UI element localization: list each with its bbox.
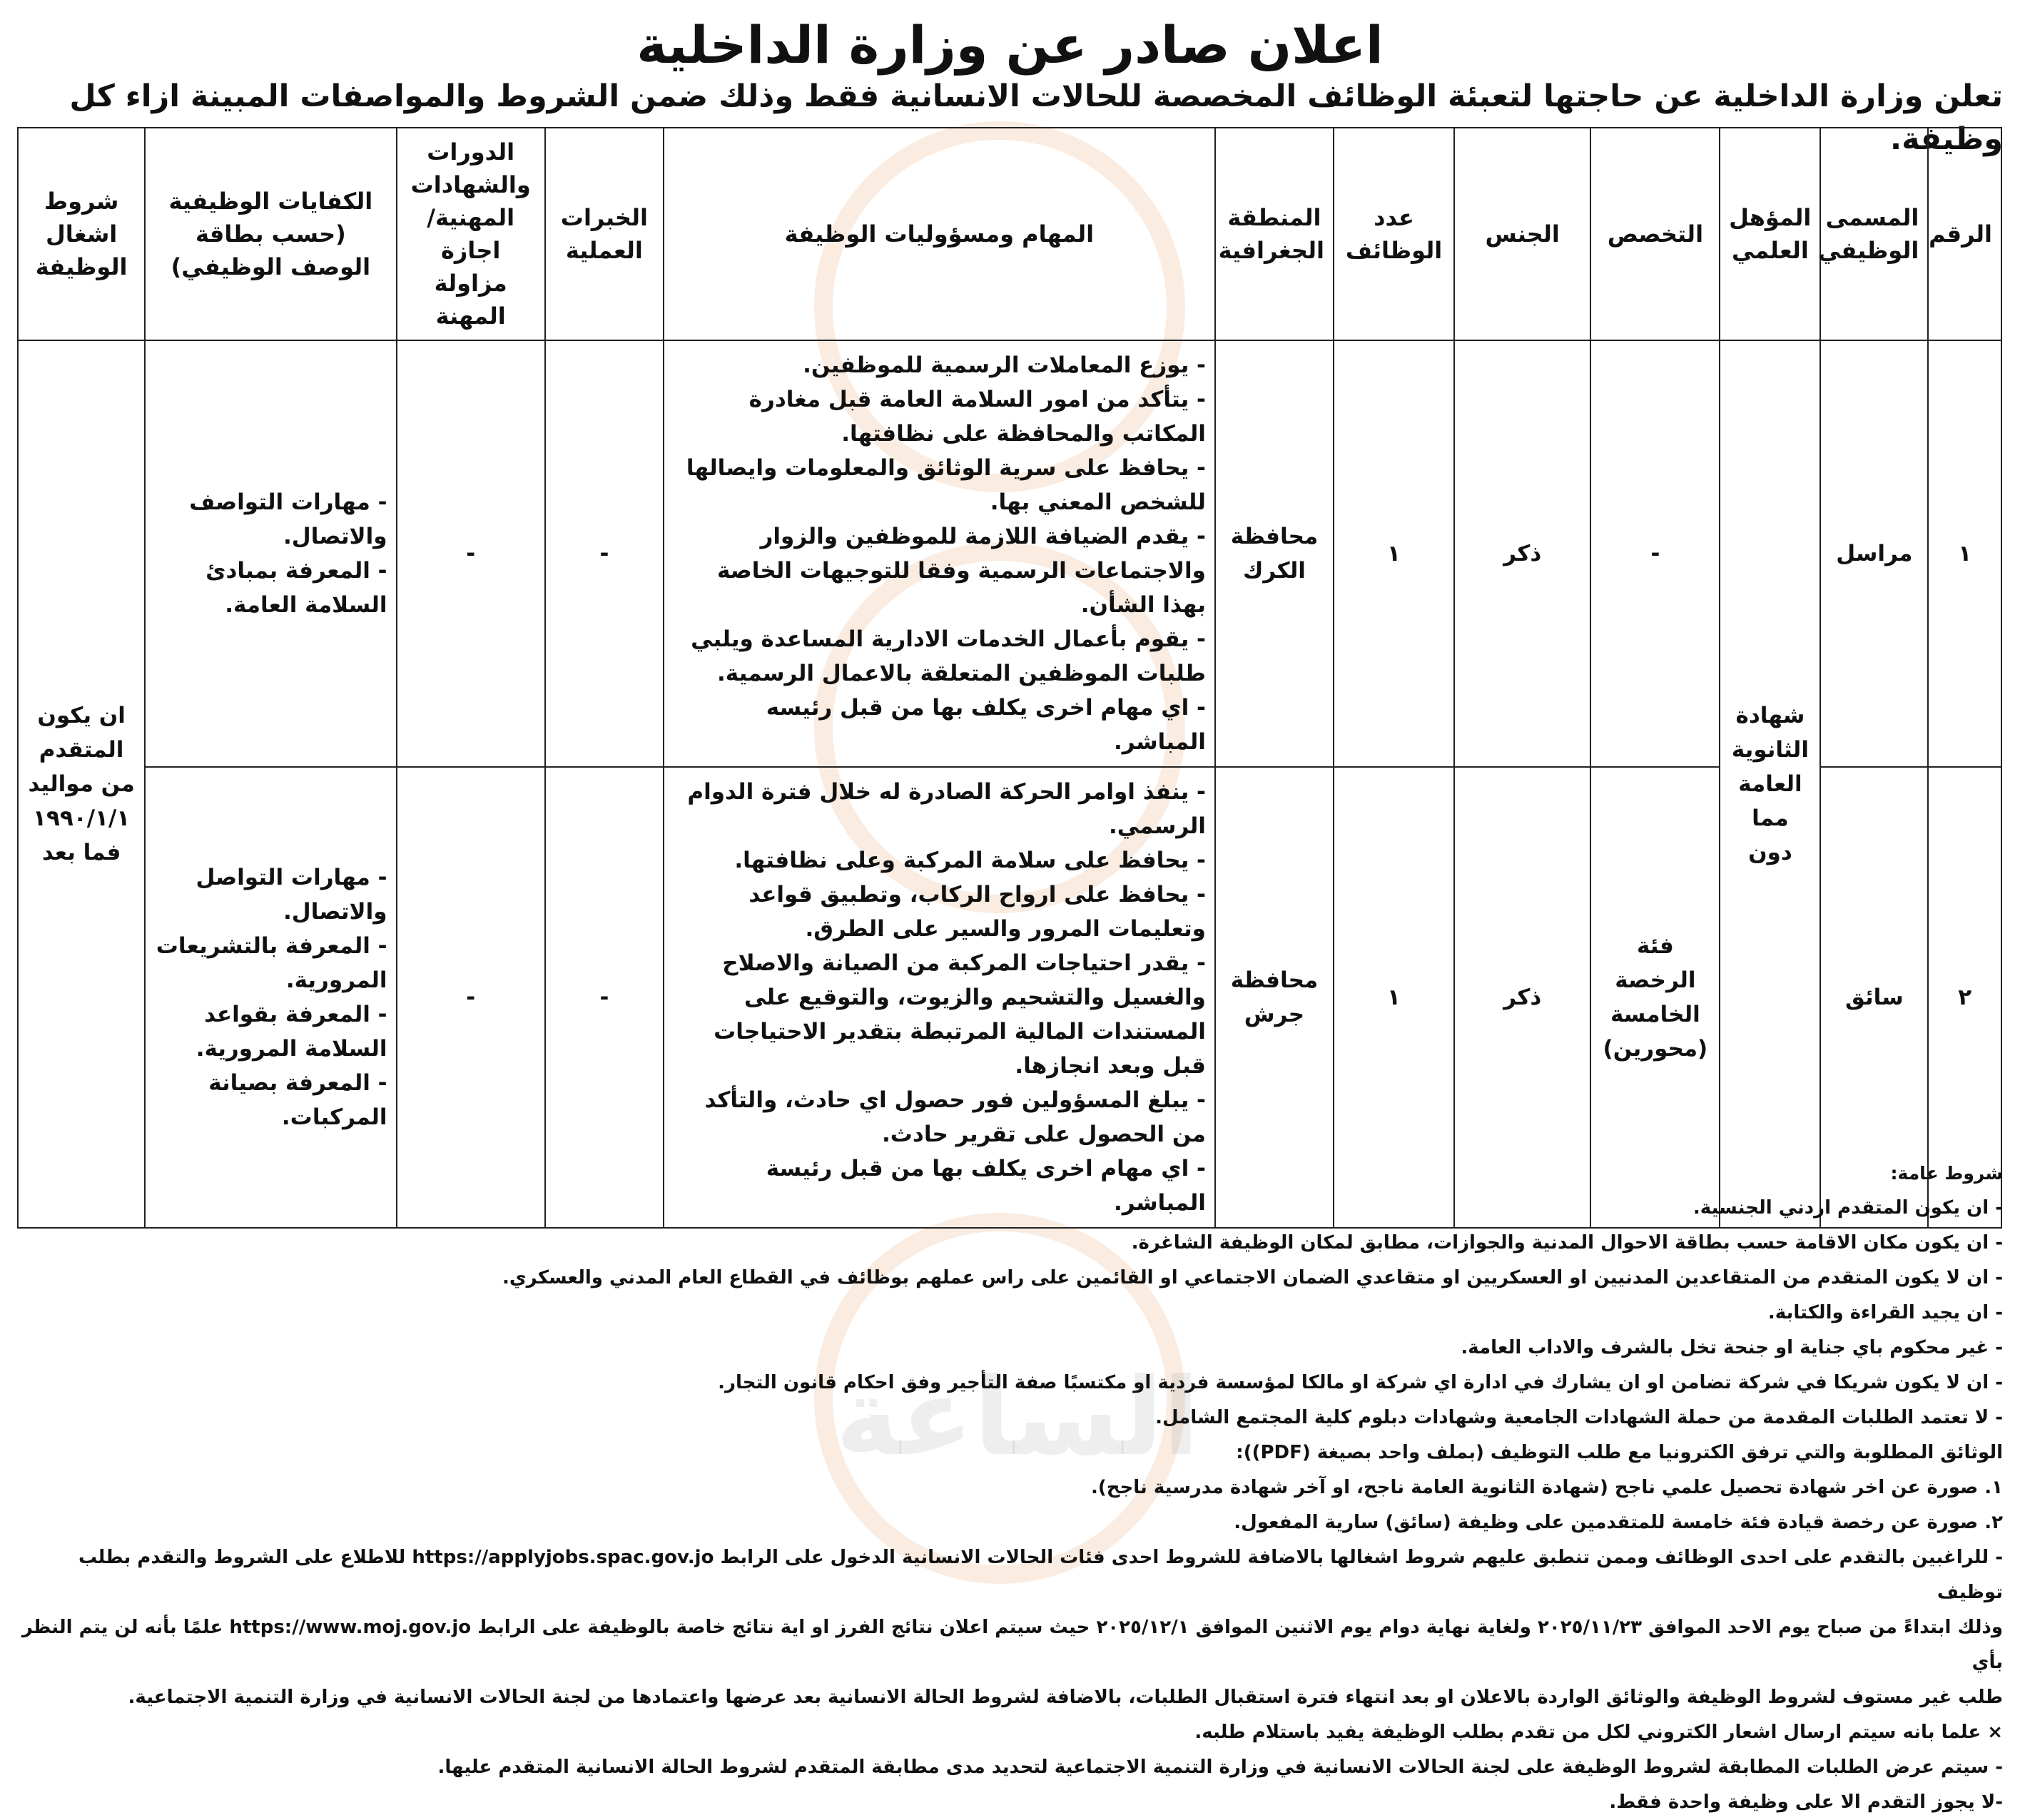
header-region: المنطقة الجغرافية	[1215, 128, 1334, 340]
competency-item: - المعرفة بالتشريعات المرورية.	[156, 933, 387, 993]
header-experience: الخبرات العملية	[545, 128, 664, 340]
condition-line: - ان يكون مكان الاقامة حسب بطاقة الاحوال المدنية والجوازات، مطابق لمكان الوظيفة الشاغرة.	[1131, 1232, 2003, 1254]
note-line: طلب غير مستوف لشروط الوظيفة والوثائق الواردة بالاعلان او بعد انتهاء فترة استقبال الطلبات، بالاضافة لشروط الحالة الانسانية بعد عرضها واعتمادها من لجنة الحالات الانسانية في وزارة التنمية الاجتماعية.	[128, 1687, 2003, 1708]
cell-gender: ذكر	[1454, 767, 1590, 1228]
header-num: الرقم	[1928, 128, 2001, 340]
note-line: - سيتم عرض الطلبات المطابقة لشروط الوظيفة على لجنة الحالات الانسانية في وزارة التنمية الاجتماعية لتحديد مدى مطابقة المتقدم لشروط الحالة الانسانية المتقدم عليها.	[437, 1757, 2003, 1778]
cell-region: محافظة جرش	[1215, 767, 1334, 1228]
header-gender: الجنس	[1454, 128, 1590, 340]
task-item: - يحافظ على سلامة المركبة وعلى نظافتها.	[734, 848, 1206, 873]
cell-courses: -	[397, 340, 545, 767]
documents-heading: الوثائق المطلوبة والتي ترفق الكترونيا مع طلب التوظيف (بملف واحد بصيغة (PDF)):	[1236, 1442, 2003, 1463]
competency-item: - المعرفة بقواعد السلامة المرورية.	[196, 1002, 387, 1062]
note-line: وذلك ابتداءً من صباح يوم الاحد الموافق ٢٠٢٥/١١/٢٣ ولغاية نهاية دوام يوم الاثنين الموافق ٢٠٢٥/١٢/١ حيث سيتم اعلان نتائج الفرز او اية نتائج خاصة بالوظيفة على الرابط https://www.moj.gov.jo علمًا بأنه لن يتم النظر بأي	[21, 1617, 2003, 1673]
note-line: × علما بانه سيتم ارسال اشعار الكتروني لكل من تقدم بطلب الوظيفة يفيد باستلام طلبه.	[1194, 1722, 2003, 1743]
header-competencies: الكفايات الوظيفية (حسب بطاقة الوصف الوظيفي)	[145, 128, 396, 340]
header-courses: الدورات والشهادات المهنية/ اجازة مزاولة المهنة	[397, 128, 545, 340]
note-line: -لا يجوز التقدم الا على وظيفة واحدة فقط.	[1609, 1791, 2003, 1813]
task-item: - يتأكد من امور السلامة العامة قبل مغادرة المكاتب والمحافظة على نظافتها.	[748, 387, 1206, 447]
document-line: ٢. صورة عن رخصة قيادة فئة خامسة للمتقدمين على وظيفة (سائق) سارية المفعول.	[1234, 1512, 2003, 1533]
cell-experience: -	[545, 767, 664, 1228]
table-row	[18, 340, 2001, 767]
condition-line: - ان لا يكون شريكا في شركة تضامن او ان يشارك في ادارة اي شركة او مالكا لمؤسسة فردية او مكتسبًا صفة التأجير وفق احكام قانون التجار.	[718, 1372, 2003, 1393]
condition-line: - لا تعتمد الطلبات المقدمة من حملة الشهادات الجامعية وشهادات دبلوم كلية المجتمع الشامل.	[1155, 1407, 2003, 1428]
table-header-row	[18, 128, 2001, 340]
cell-specialty: فئة الرخصة الخامسة (محورين)	[1590, 767, 1720, 1228]
competency-item: - مهارات التواصف والاتصال.	[189, 489, 387, 549]
cell-num: ١	[1928, 340, 2001, 767]
cell-competencies	[145, 340, 396, 767]
cell-region: محافظة الكرك	[1215, 340, 1334, 767]
cell-qualification: شهادة الثانوية العامة مما دون	[1720, 340, 1820, 1228]
condition-line: - غير محكوم باي جناية او جنحة تخل بالشرف والاداب العامة.	[1461, 1337, 2003, 1358]
header-count: عدد الوظائف	[1334, 128, 1454, 340]
condition-line: - ان يجيد القراءة والكتابة.	[1767, 1302, 2003, 1323]
note-line: - للراغبين بالتقدم على احدى الوظائف وممن تنطبق عليهم شروط اشغالها بالاضافة للشروط احدى فئات الحالات الانسانية الدخول على الرابط https://applyjobs.spac.gov.jo للاطلاع على الشروط والتقدم بطلب توظيف	[78, 1547, 2003, 1603]
cell-specialty: -	[1590, 340, 1720, 767]
task-item: - يحافظ على سرية الوثائق والمعلومات وايصالها للشخص المعني بها.	[686, 455, 1206, 515]
page-subtitle: تعلن وزارة الداخلية عن حاجتها لتعبئة الوظائف المخصصة للحالات الانسانية فقط وذلك ضمن الشروط والمواصفات المبينة ازاء كل وظيفة.	[69, 78, 2003, 157]
header-conditions: شروط اشغال الوظيفة	[18, 128, 145, 340]
task-item: - اي مهام اخرى يكلف بها من قبل رئيسه المباشر.	[766, 695, 1206, 755]
cell-count: ١	[1334, 340, 1454, 767]
cell-tasks	[664, 340, 1215, 767]
competency-item: - المعرفة بصيانة المركبات.	[208, 1070, 387, 1130]
cell-experience: -	[545, 340, 664, 767]
cell-count: ١	[1334, 767, 1454, 1228]
competency-item: - المعرفة بمبادئ السلامة العامة.	[205, 558, 387, 618]
cell-courses: -	[397, 767, 545, 1228]
cell-num: ٢	[1928, 767, 2001, 1228]
task-item: - يحافظ على ارواح الركاب، وتطبيق قواعد وتعليمات المرور والسير على الطرق.	[748, 882, 1206, 942]
header-title: المسمى الوظيفي	[1820, 128, 1928, 340]
general-conditions-heading: شروط عامة:	[1890, 1163, 2003, 1184]
cell-conditions: ان يكون المتقدم من مواليد ١٩٩٠/١/١ فما بعد	[18, 340, 145, 1228]
task-item: - يبلغ المسؤولين فور حصول اي حادث، والتأكد من الحصول على تقرير حادث.	[704, 1087, 1206, 1147]
condition-line: - ان يكون المتقدم اردني الجنسية.	[1692, 1197, 2003, 1219]
condition-line: - ان لا يكون المتقدم من المتقاعدين المدنيين او العسكريين او متقاعدي الضمان الاجتماعي او القائمين على راس عملهم بوظائف في القطاع العام المدني والعسكري.	[502, 1267, 2003, 1288]
header-specialty: التخصص	[1590, 128, 1720, 340]
task-item: - يوزع المعاملات الرسمية للموظفين.	[803, 352, 1206, 378]
watermark-text: الساعة	[835, 1356, 1199, 1480]
cell-gender: ذكر	[1454, 340, 1590, 767]
task-item: - اي مهام اخرى يكلف بها من قبل رئيسة المباشر.	[766, 1156, 1206, 1216]
document-line: ١. صورة عن اخر شهادة تحصيل علمي ناجح (شهادة الثانوية العامة ناجح، او آخر شهادة مدرسية ناجح).	[1091, 1477, 2003, 1498]
task-item: - يقدر احتياجات المركبة من الصيانة والاصلاح والغسيل والتشحيم والزيوت، والتوقيع على المستندات المالية المرتبطة بتقدير الاحتياجات قبل وبعد انجازها.	[714, 950, 1206, 1079]
task-item: - يقوم بأعمال الخدمات الادارية المساعدة ويلبي طلبات الموظفين المتعلقة بالاعمال الرسمية.	[691, 626, 1206, 686]
task-item: - ينفذ اوامر الحركة الصادرة له خلال فترة الدوام الرسمي.	[687, 779, 1206, 839]
competency-item: - مهارات التواصل والاتصال.	[196, 865, 387, 925]
page-title: اعلان صادر عن وزارة الداخلية	[636, 15, 1384, 75]
jobs-table	[17, 127, 2002, 1229]
header-qualification: المؤهل العلمي	[1720, 128, 1820, 340]
cell-title: سائق	[1820, 767, 1928, 1228]
general-conditions	[17, 1156, 2003, 1820]
task-item: - يقدم الضيافة اللازمة للموظفين والزوار والاجتماعات الرسمية وفقا للتوجيهات الخاصة بهذا الشأن.	[716, 524, 1206, 618]
cell-title: مراسل	[1820, 340, 1928, 767]
header-tasks: المهام ومسؤوليات الوظيفة	[664, 128, 1215, 340]
